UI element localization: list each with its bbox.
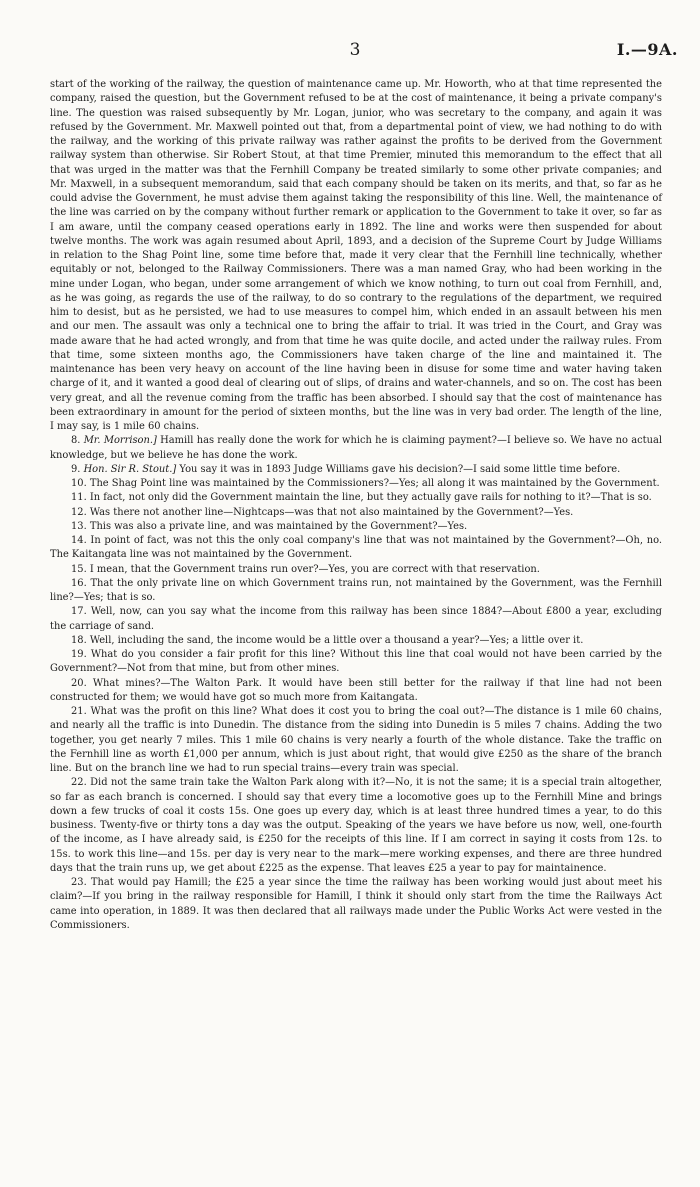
paragraph-q12: 12. Was there not another line—Nightcaps—was that not also maintained by the Government?—Yes.	[71, 506, 574, 518]
body-text	[50, 78, 662, 933]
paragraph-q22: 22. Did not the same train take the Walton Park along with it?—No, it is not the same; it is a special train altogether, so far as each branch is concerned. I should say that every time a locomotive goes up to the Fernhill Mine and brings down a few trucks of coal it costs 15s. One goes up every day, which is at least three hundred times a year, to do this business. Twenty-five or thirty tons a day was the output. Speaking of the years we have before us now, well, one-fourth of the income, as I have already said, is £250 for the receipts of this line. If I am correct in saying it costs from 12s. to 15s. to work this line—and 15s. per day is very near to the mark—mere working expenses, and there are three hundred days that the train runs up, we get about £225 as the expense. That leaves £25 a year to pay for maintainence.	[50, 777, 662, 874]
paragraph-q23: 23. That would pay Hamill; the £25 a year since the time the railway has been working would just about meet his claim?—If you bring in the railway responsible for Hamill, I think it should only start from the time the Railways Act came into operation, in 1889. It was then declared that all railways made under the Public Works Act were vested in the Commissioners.	[50, 877, 663, 931]
paragraph-q9: 9. Hon. Sir R. Stout.] You say it was in 1893 Judge Williams gave his decision?—I said some little time before.	[71, 463, 621, 475]
speaker-label: Hon. Sir R. Stout.]	[83, 463, 177, 475]
paragraph-q20: 20. What mines?—The Walton Park. It would have been still better for the railway if that line had not been constructed for them; we would have got so much more from Kaitangata.	[50, 677, 662, 703]
paragraph-continuation: start of the working of the railway, the question of maintenance came up. Mr. Howorth, who at that time represented the company, raised the question, but the Government refused to be at the cost of maintenance, it being a private company's line. The question was raised subsequently by Mr. Logan, junior, who was secretary to the company, and again it was refused by the Government. Mr. Maxwell pointed out that, from a departmental point of view, we had nothing to do with the railway, and the working of this private railway was rather against the profits to be derived from the Government railway system than otherwise. Sir Robert Stout, at that time Premier, minuted this memorandum to the effect that all that was urged in the matter was that the Fernhill Company be treated similarly to some other private companies; and Mr. Maxwell, in a subsequent memorandum, said that each company should be taken on its merits, and that, so far as he could advise the Government, he must advise them against taking the responsibility of this line. Well, the maintenance of the line was carried on by the company without further remark or application to the Government to take it over, so far as I am aware, until the company ceased operations early in 1892. The line and works were then suspended for about twelve months. The work was again resumed about April, 1893, and a decision of the Supreme Court by Judge Williams in relation to the Shag Point line, some time before that, made it very clear that the Fernhill line technically, whether equitably or not, belonged to the Railway Commissioners. There was a man named Gray, who had been working in the mine under Logan, who began, under some arrangement of which we know nothing, to turn out coal from Fernhill, and, as he was going, as regards the use of the railway, to do so contrary to the regulations of the department, we required him to desist, but as he persisted, we had to use measures to compel him, which ended in an assault between his men and our men. The assault was only a technical one to bring the affair to trial. It was tried in the Court, and Gray was made aware that he had acted wrongly, and from that time he was quite docile, and acted under the railway rules. From that time, some sixteen months ago, the Commissioners have taken charge of the line and maintained it. The maintenance has been very heavy on account of the line having been in disuse for some time and water having taken charge of it, and it wanted a good deal of clearing out of slips, of drains and water-channels, and so on. The cost has been very great, and all the revenue coming from the traffic has been absorbed. I should say that the cost of maintenance has been extraordinary in amount for the period of sixteen months, but the line was in very bad order. The length of the line, I may say, is 1 mile 60 chains.	[50, 79, 663, 432]
page-number: 3	[349, 40, 361, 60]
page-header	[0, 40, 700, 66]
paragraph-q17: 17. Well, now, can you say what the income from this railway has been since 1884?—About £800 a year, excluding the carriage of sand.	[50, 606, 662, 632]
paragraph-q15: 15. I mean, that the Government trains run over?—Yes, you are correct with that reservation.	[71, 563, 540, 575]
paragraph-q8: 8. Mr. Morrison.] Hamill has really done the work for which he is claiming payment?—I believe so. We have no actual knowledge, but we believe he has done the work.	[50, 435, 662, 461]
paragraph-q11: 11. In fact, not only did the Government maintain the line, but they actually gave rails for nothing to it?—That is so.	[71, 492, 652, 504]
paragraph-q16: 16. That the only private line on which Government trains run, not maintained by the Government, was the Fernhill line?—Yes; that is so.	[50, 577, 662, 603]
paragraph-q10: 10. The Shag Point line was maintained by the Commissioners?—Yes; all along it was maintained by the Government.	[71, 478, 660, 489]
paragraph-q13: 13. This was also a private line, and was maintained by the Government?—Yes.	[71, 520, 468, 532]
paragraph-q18: 18. Well, including the sand, the income would be a little over a thousand a year?—Yes; a little over it.	[71, 634, 584, 646]
document-reference: I.—9A.	[616, 40, 678, 59]
speaker-label: Mr. Morrison.]	[83, 435, 157, 447]
paragraph-q19: 19. What do you consider a fair profit for this line? Without this line that coal would not have been carried by the Government?—Not from that mine, but from other mines.	[50, 649, 662, 675]
paragraph-q14: 14. In point of fact, was not this the only coal company's line that was not maintained by the Government?—Oh, no. The Kaitangata line was not maintained by the Government.	[50, 535, 662, 561]
paragraph-q21: 21. What was the profit on this line? What does it cost you to bring the coal out?—The distance is 1 mile 60 chains, and nearly all the traffic is into Dunedin. The distance from the siding into Dunedin is 5 miles 7 chains. Adding the two together, you get nearly 7 miles. This 1 mile 60 chains is very nearly a fourth of the whole distance. Take the traffic on the Fernhill line as worth £1,000 per annum, which is just about right, that would give £250 as the share of the branch line. But on the branch line we had to run special trains—every train was special.	[50, 706, 663, 774]
